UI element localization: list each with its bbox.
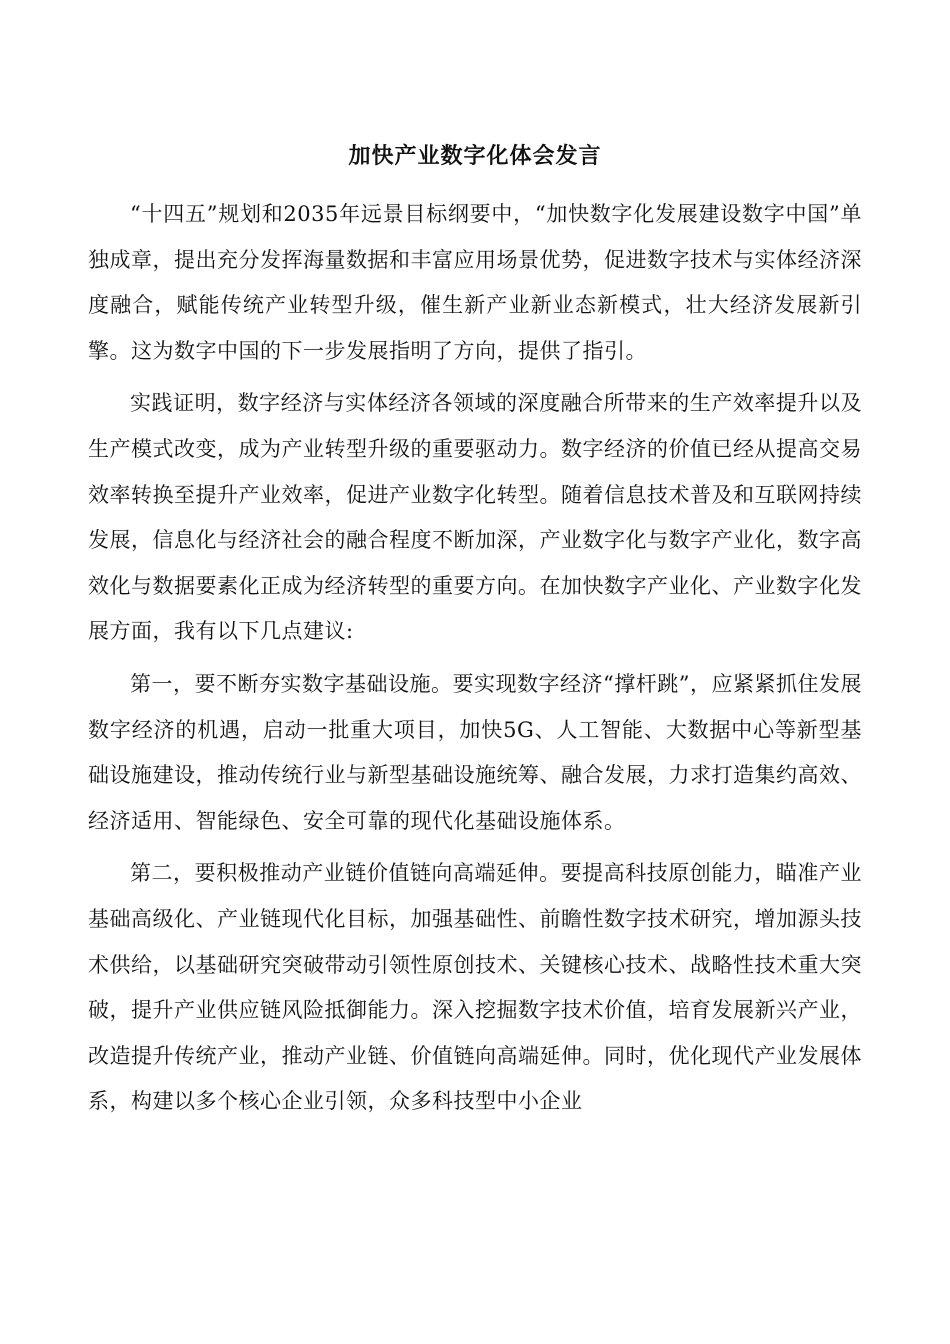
document-body [88,192,862,1132]
paragraph-practice: 实践证明，数字经济与实体经济各领域的深度融合所带来的生产效率提升以及生产模式改变，成为产业转型升级的重要驱动力。数字经济的价值已经从提高交易效率转换至提升产业效率，促进产业数字化转型。随着信息技术普及和互联网持续发展，信息化与经济社会的融合程度不断加深，产业数字化与数字产业化，数字高效化与数据要素化正成为经济转型的重要方向。在加快数字产业化、产业数字化发展方面，我有以下几点建议: [88,391,862,644]
paragraph-second-suggestion: 第二，要积极推动产业链价值链向高端延伸。要提高科技原创能力，瞄准产业基础高级化、产业链现代化目标，加强基础性、前瞻性数字技术研究，增加源头技术供给，以基础研究突破带动引领性原创技术、关键核心技术、战略性技术重大突破，提升产业供应链风险抵御能力。深入挖掘数字技术价值，培育发展新兴产业，改造提升传统产业，推动产业链、价值链向高端延伸。同时，优化现代产业发展体系，构建以多个核心企业引领，众多科技型中小企业 [88,861,862,1114]
paragraph-intro: “十四五”规划和2035年远景目标纲要中，“加快数字化发展建设数字中国”单独成章，提出充分发挥海量数据和丰富应用场景优势，促进数字技术与实体经济深度融合，赋能传统产业转型升级，催生新产业新业态新模式，壮大经济发展新引擎。这为数字中国的下一步发展指明了方向，提供了指引。 [88,202,862,363]
paragraph-first-suggestion: 第一，要不断夯实数字基础设施。要实现数字经济“撑杆跳”，应紧紧抓住发展数字经济的机遇，启动一批重大项目，加快5G、人工智能、大数据中心等新型基础设施建设，推动传统行业与新型基础设施统筹、融合发展，力求打造集约高效、经济适用、智能绿色、安全可靠的现代化基础设施体系。 [88,671,862,833]
document-title: 加快产业数字化体会发言 [348,143,602,169]
